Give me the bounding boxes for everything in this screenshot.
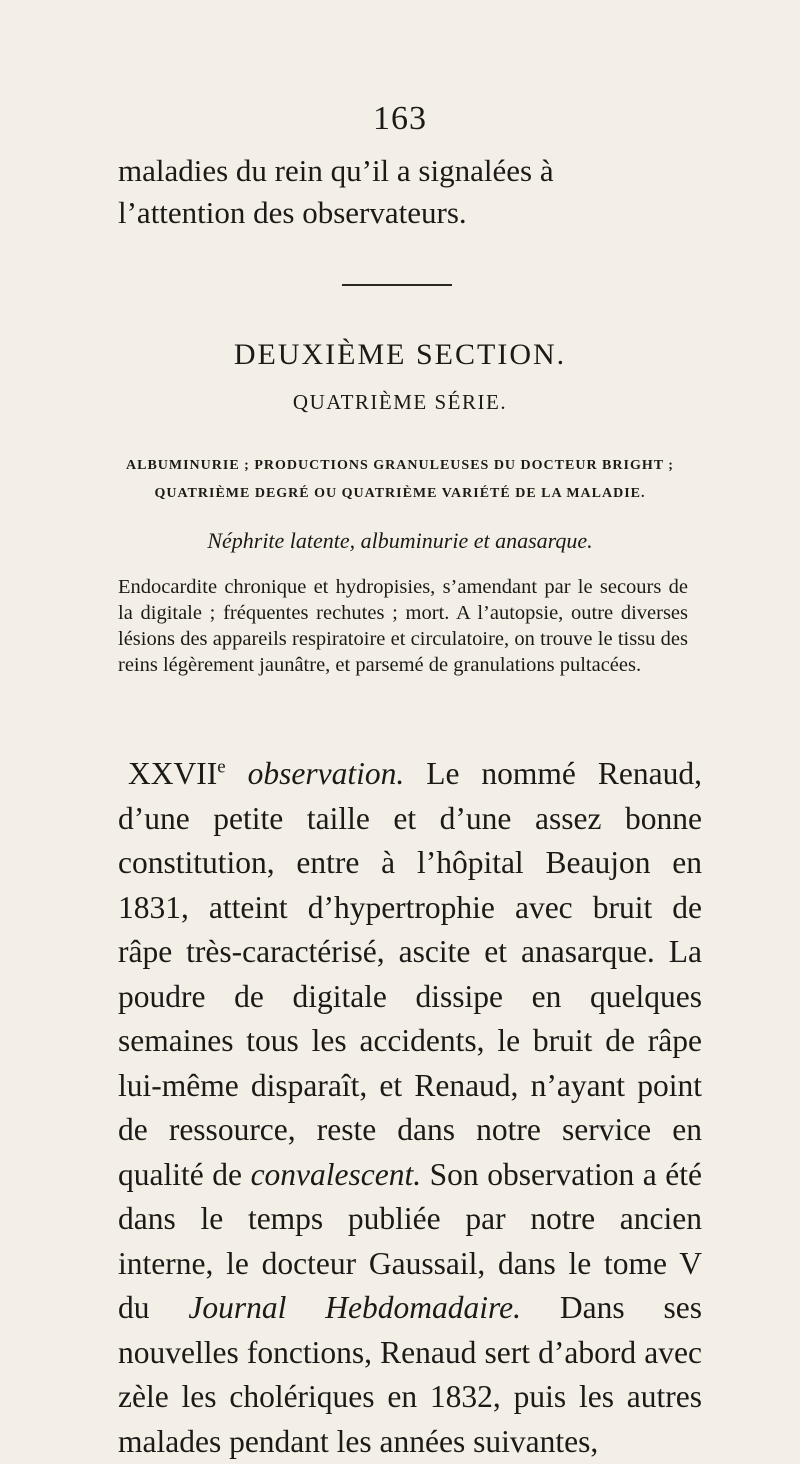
observation-number-roman: XXVII xyxy=(128,756,218,791)
section-title: DEUXIÈME SECTION. xyxy=(233,338,567,372)
case-summary-text: Endocardite chronique et hydropisies, s’amendant par le secours de la digitale ; fréquentes rechutes ; mort. A l’autopsie, outre diverses lésions des appareils respiratoire et circulatoire, on trouve le tissu des reins légèrement jaunâtre, et parsemé de granulations pultacées. xyxy=(118,576,688,676)
observation-paragraph xyxy=(118,752,702,1464)
intro-paragraph xyxy=(118,150,688,234)
observation-text-3: Dans ses nouvelles fonctions, Renaud sert d’abord avec zèle les cholériques en 1832, puis les autres malades pendant les années suivantes, xyxy=(118,1290,702,1459)
observation-number-suffix: e xyxy=(217,756,226,778)
observation-number xyxy=(128,756,226,791)
observation-italic-journal: Journal Hebdomadaire. xyxy=(188,1290,521,1325)
series-title: QUATRIÈME SÉRIE. xyxy=(292,390,508,414)
case-summary xyxy=(118,574,688,678)
section-divider xyxy=(342,284,452,286)
page-number: 163 xyxy=(373,100,427,137)
observation-label: observation. xyxy=(247,756,405,791)
intro-text: maladies du rein qu’il a signalées à l’attention des observateurs. xyxy=(118,153,554,230)
case-title: Néphrite latente, albuminurie et anasarque. xyxy=(207,528,593,553)
series-subtitle-line-2: QUATRIÈME DEGRÉ OU QUATRIÈME VARIÉTÉ DE LA MALADIE. xyxy=(154,486,646,501)
observation-text-2: Son observation a été dans le temps publiée par notre ancien interne, le docteur Gaussail, dans le tome V du xyxy=(118,1156,702,1325)
series-subtitle-line-1: ALBUMINURIE ; PRODUCTIONS GRANULEUSES DU DOCTEUR BRIGHT ; xyxy=(126,458,674,473)
observation-text-1: Le nommé Renaud, d’une petite taille et d’une assez bonne constitution, entre à l’hôpital Beaujon en 1831, atteint d’hypertrophie avec bruit de râpe très-caractérisé, ascite et anasarque. La poudre de digitale dissipe en quelques semaines tous les accidents, le bruit de râpe lui-même disparaît, et Renaud, n’ayant point de ressource, reste dans notre service en qualité de xyxy=(118,756,703,1192)
observation-italic-convalescent: convalescent. xyxy=(250,1156,422,1192)
observation-body xyxy=(118,752,702,1464)
